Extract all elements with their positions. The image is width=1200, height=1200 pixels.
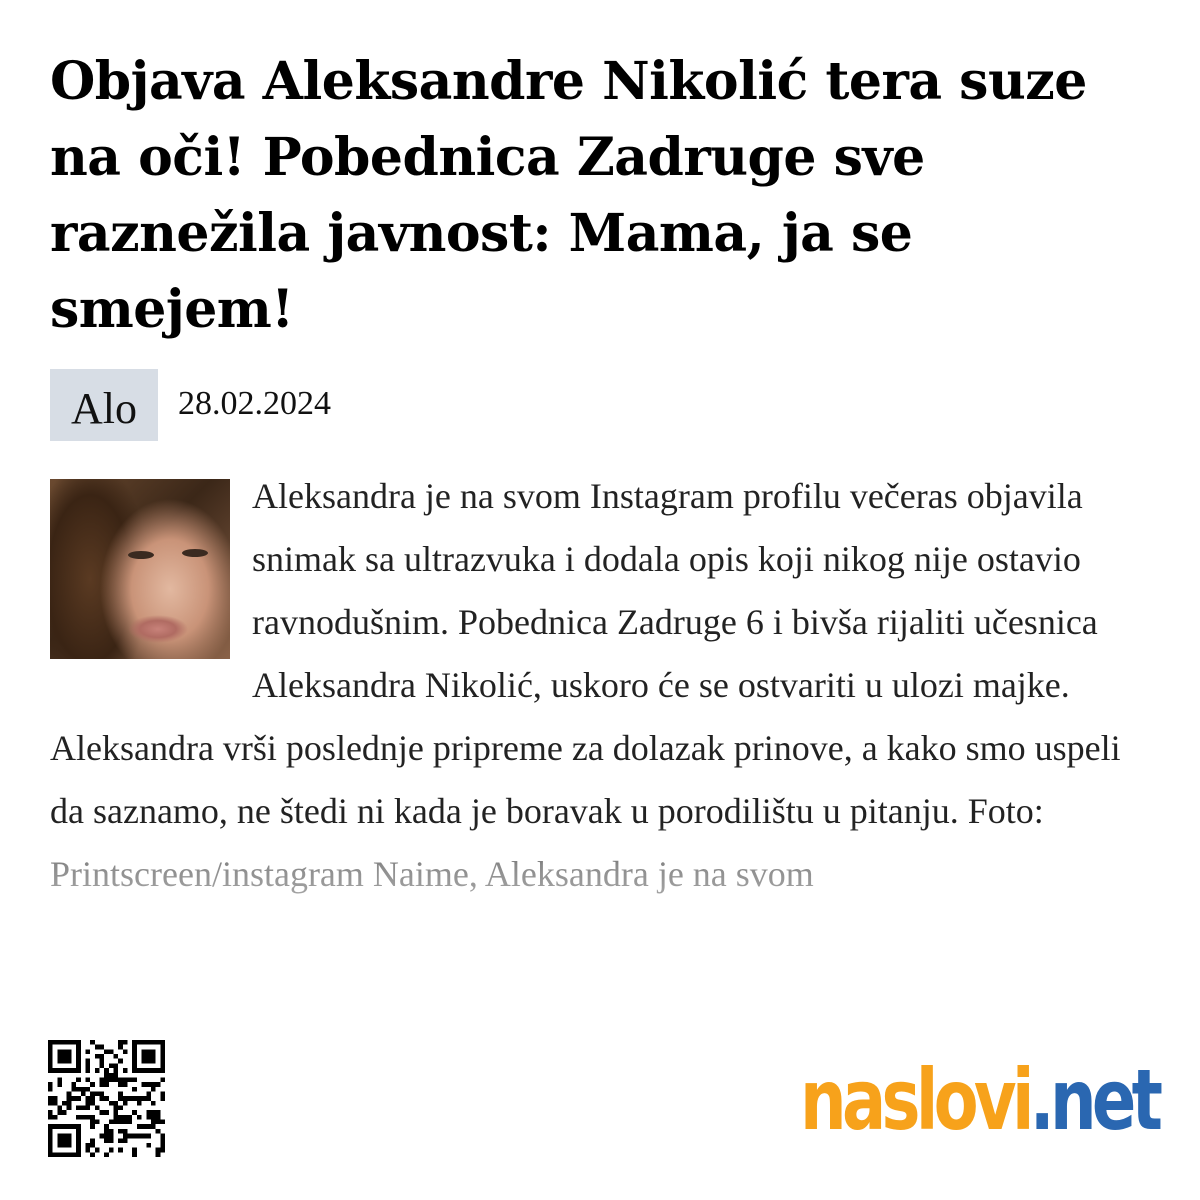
article-headline: Objava Aleksandre Nikolić tera suze na oči! Pobednica Zadruge sve raznežila javnost: Mama, ja se smejem! <box>50 51 1087 340</box>
source-badge[interactable]: Alo <box>50 369 158 441</box>
thumbnail-detail <box>128 551 154 559</box>
thumbnail-detail <box>182 549 208 557</box>
logo-net: .net <box>1029 1051 1159 1149</box>
article-meta <box>50 369 331 441</box>
logo-naslovi: naslovi <box>800 1051 1030 1149</box>
naslovi-logo[interactable] <box>800 1051 1159 1149</box>
publish-date: 28.02.2024 <box>178 385 331 422</box>
article-body <box>50 465 1160 1025</box>
article-text: Aleksandra je na svom Instagram profilu večeras objavila snimak sa ultrazvuka i dodala opis koji nikog nije ostavio ravnodušnim. Pobednica Zadruge 6 i bivša rijaliti učesnica Aleksandra Nikolić, uskoro će se ostvariti u ulozi majke. Aleksandra vrši poslednje pripreme za dolazak prinove, a kako smo uspeli da saznamo, ne štedi ni kada je boravak u porodilištu u pitanju. Foto: Printscreen/instagram Naime, Aleksandra je na svom <box>50 465 1160 906</box>
article-thumbnail[interactable] <box>50 479 230 659</box>
qr-code-icon[interactable] <box>48 1040 165 1157</box>
